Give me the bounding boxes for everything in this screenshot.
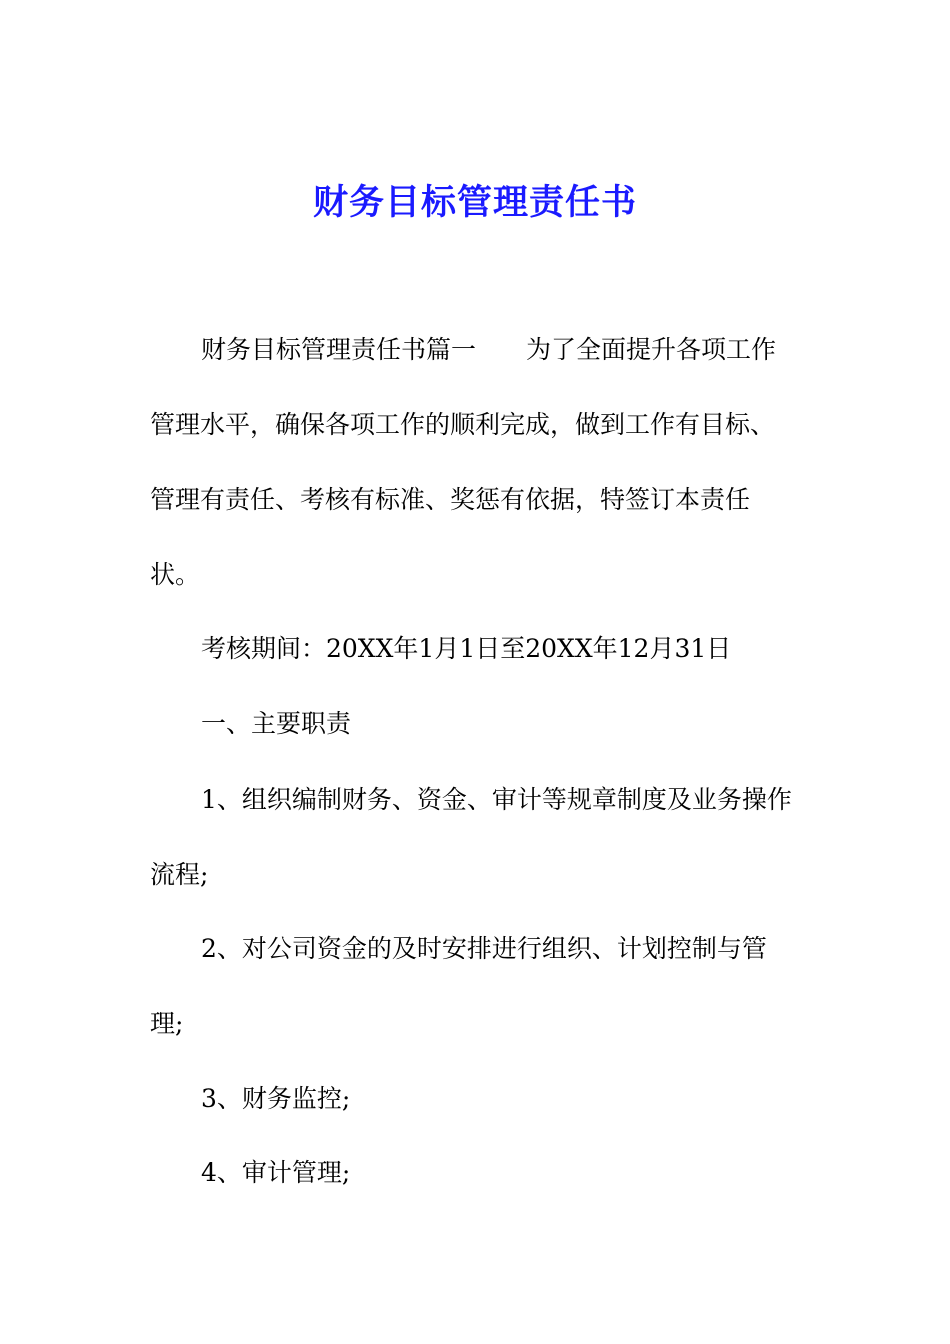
intro-line-3: 管理有责任、考核有标准、奖惩有依据，特签订本责任 — [150, 485, 751, 514]
section-heading-duties: 一、主要职责 — [201, 709, 352, 738]
duty-item-1-cont: 流程; — [150, 860, 209, 889]
duty-item-1: 1、组织编制财务、资金、审计等规章制度及业务操作 — [201, 785, 792, 814]
intro-text: 为了全面提升各项工作 — [526, 335, 777, 364]
intro-heading: 财务目标管理责任书篇一 — [201, 335, 477, 364]
duty-item-4: 4、审计管理; — [201, 1158, 351, 1187]
duty-item-3: 3、财务监控; — [201, 1084, 351, 1113]
duty-item-2-cont: 理; — [150, 1009, 184, 1038]
intro-line-4: 状。 — [150, 560, 201, 589]
document-title: 财务目标管理责任书 — [312, 183, 637, 223]
intro-line-2: 管理水平，确保各项工作的顺利完成，做到工作有目标、 — [150, 410, 776, 439]
intro-line-1 — [201, 332, 776, 368]
assessment-period: 考核期间：20XX年1月1日至20XX年12月31日 — [201, 634, 732, 663]
duty-item-2: 2、对公司资金的及时安排进行组织、计划控制与管 — [201, 934, 767, 963]
